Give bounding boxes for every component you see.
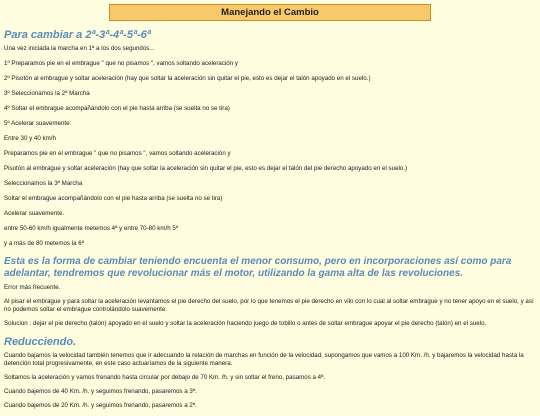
paragraph: entre 50-60 km/h igualmente metemos 4ª y entre 70-80 km/h 5ª (4, 225, 179, 232)
section-consumo (4, 256, 536, 328)
paragraph: Seleccionamos la 3ª Marcha (4, 180, 83, 187)
paragraph: Cuando bajemos de 20 Km. /h. y seguimos frenando, pasaremos a 2ª. (4, 402, 197, 409)
paragraph: Soltamos la aceleración y vamos frenando hasta circular por debajo de 70 Km. /h. y sin soltar el freno, pasamos a 4ª. (4, 374, 326, 381)
section-heading-cambiar: Para cambiar a 2ª-3ª-4ª-5ª-6ª (4, 29, 151, 41)
paragraph: Cuando bajemos de 40 Km. /h. y seguimos frenando, pasaremos a 3ª. (4, 388, 197, 395)
paragraph: Acelerar suavemente. (4, 210, 65, 217)
paragraph: Error más frecuente. (4, 284, 61, 291)
paragraph: 2º Pisotón al embrague y soltar aceleración (hay que soltar la aceleración sin quitar el pie, esto es dejar el talón apoyado en el suelo.) (4, 75, 371, 82)
paragraph: Solucion : dejar el pie derecho (talón) apoyado en el suelo y soltar la aceleración haciendo juego de tobillo o antes de soltar embrague apoyar el pie derecho (talón) en el suelo. (4, 320, 487, 327)
paragraph: Preparamos pie en el embrague " que no pisamos ", vamos soltando aceleración y (4, 150, 231, 157)
section-heading-reduccion: Reducciendo. (4, 336, 77, 348)
page-title: Manejando el Cambio (109, 4, 431, 21)
section-reduccion (4, 336, 536, 410)
paragraph: 4º Soltar el embrague acompañándolo con el pie hasta arriba (se suelta no se tira) (4, 105, 230, 112)
paragraph: Una vez iniciada la marcha en 1ª a los dos segundos... (4, 45, 155, 52)
paragraph: Cuando bajamos la velocidad también tenemos que ir adecuando la relación de marchas en función de la velocidad, supongamos que vamos a 100 Km. /h. y bajaremos la velocidad hasta la detención total progresivamente, en este caso actuaríamos de la siguiente manera. (4, 352, 524, 367)
page (4, 4, 536, 416)
section-heading-consumo: Esta es la forma de cambiar teniendo encuenta el menor consumo, pero en incorporaciones así como para adelantar, tendremos que revolucionar más el motor, utilizando la gama alta de las revoluciones. (4, 256, 512, 279)
paragraph: Entre 30 y 40 km/h (4, 135, 56, 142)
paragraph: 3º Seleccionamos la 2ª Marcha (4, 90, 90, 97)
paragraph: Al pisar el embrague y para soltar la aceleración levantamos el pie derecho del suelo, por lo que tenemos el pie derecho en vilo con lo cual al soltar embrague y no tener apoyo en el suelo, y así no podemos soltar el embrague controlándolo suavemente. (4, 298, 534, 313)
paragraph: 5º Acelerar suavemente. (4, 120, 72, 127)
section-cambiar (4, 29, 536, 248)
paragraph: Soltar el embrague acompañándolo con el pie hasta arriba (se suelta no se tira) (4, 195, 223, 202)
paragraph: 1º Preparamos pie en el embrague " que no pisamos ", vamos soltando aceleración y (4, 60, 239, 67)
paragraph: Pisotón al embrague y soltar aceleración (hay que soltar la aceleración sin quitar el pie, esto es dejar el talón del pie derecho apoyado en el suelo.) (4, 165, 408, 172)
paragraph: y a más de 80 metemos la 6ª (4, 240, 85, 247)
